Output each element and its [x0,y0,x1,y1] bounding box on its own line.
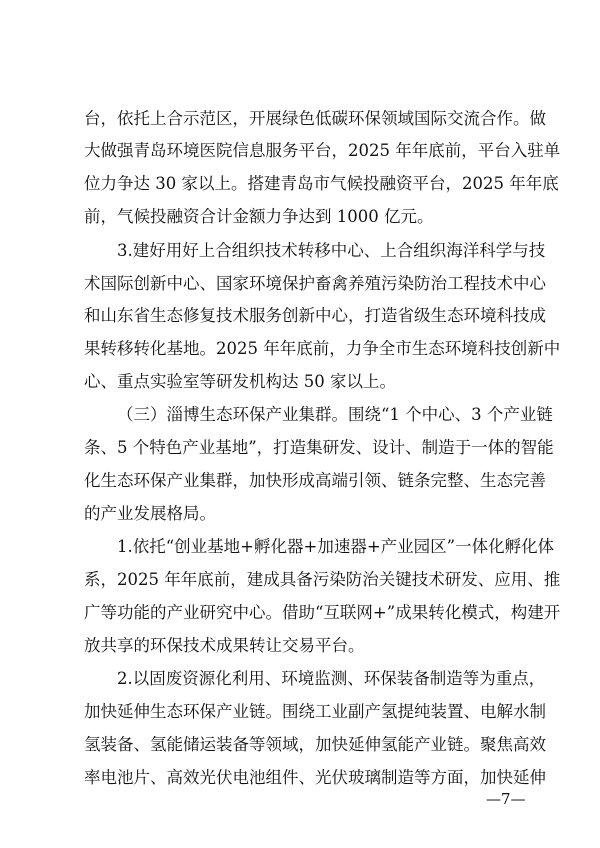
text-line: 2.以固废资源化利用、环境监测、环保装备制造等为重点， [117,669,546,688]
text-line: 放共享的环保技术成果转让交易平台。 [84,636,365,655]
text-line: 心、重点实验室等研发机构达 50 家以上。 [84,372,396,391]
text-line: 条、5 个特色产业基地”，打造集研发、设计、制造于一体的智能 [84,438,554,457]
heading-continuation: 围绕“1 个中心、3 个产业链 [348,405,553,424]
text-line: 化生态环保产业集群，加快形成高端引领、链条完整、生态完善 [84,471,546,490]
text-line: 广等功能的产业研究中心。借助“互联网+”成果转化模式，构建开 [84,603,561,622]
text-line: 3.建好用好上合组织技术转移中心、上合组织海洋科学与技 [117,241,546,260]
text-line: 1.依托“创业基地+孵化器+加速器+产业园区”一体化孵化体 [117,537,555,556]
text-line: 前，气候投融资合计金额力争达到 1000 亿元。 [84,207,434,226]
page-number: —7— [486,790,526,808]
text-line: 的产业发展格局。 [84,504,216,523]
text-line: 加快延伸生态环保产业链。围绕工业副产氢提纯装置、电解水制 [84,702,546,721]
text-line: 位力争达 30 家以上。搭建青岛市气候投融资平台，2025 年年底 [84,174,559,193]
text-line: 果转移转化基地。2025 年年底前，力争全市生态环境科技创新中 [84,339,561,358]
section-heading-line [117,405,553,425]
text-line: 术国际创新中心、国家环境保护畜禽养殖污染防治工程技术中心 [84,274,546,293]
text-line: 台，依托上合示范区，开展绿色低碳环保领域国际交流合作。做 [84,109,546,128]
section-heading: （三）淄博生态环保产业集群。 [117,405,348,424]
text-line: 和山东省生态修复技术服务创新中心，打造省级生态环境科技成 [84,306,546,325]
text-line: 系，2025 年年底前，建成具备污染防治关键技术研发、应用、推 [84,570,561,589]
text-line: 氢装备、氢能储运装备等领域，加快延伸氢能产业链。聚焦高效 [84,735,546,754]
text-line: 大做强青岛环境医院信息服务平台，2025 年年底前，平台入驻单 [84,141,561,160]
text-line: 率电池片、高效光伏电池组件、光伏玻璃制造等方面，加快延伸 [84,768,546,787]
